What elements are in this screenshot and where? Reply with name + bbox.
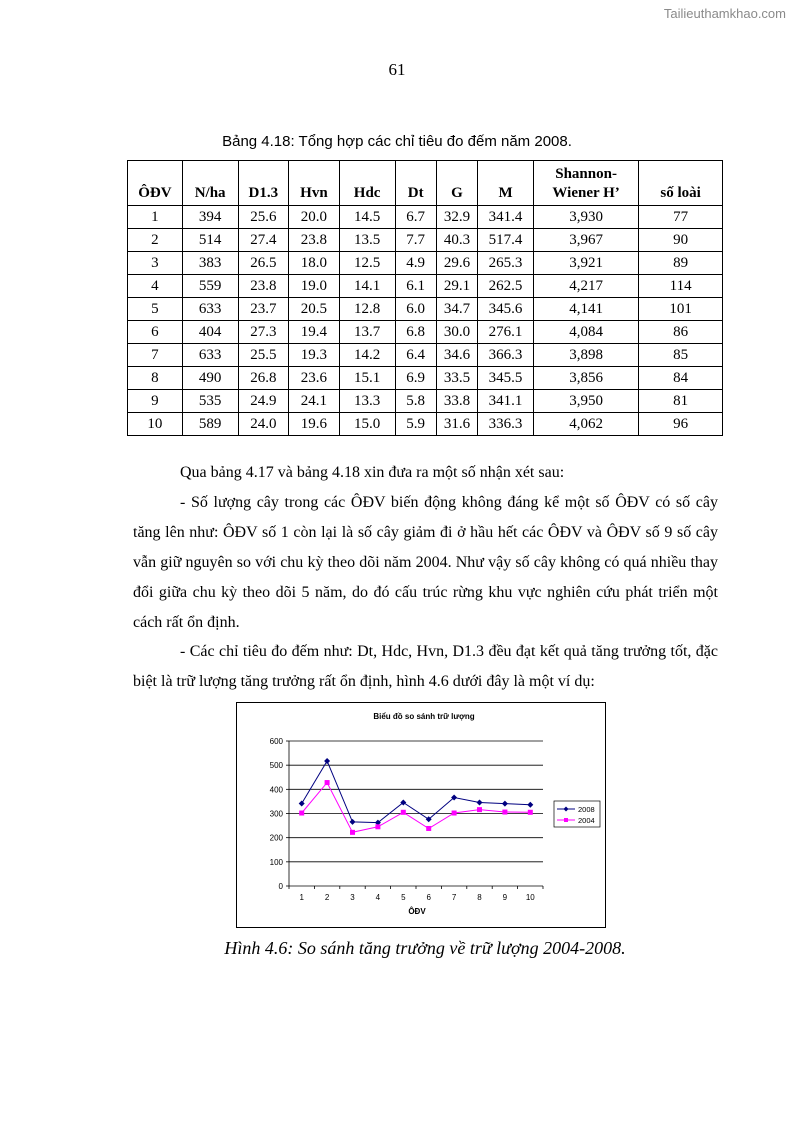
table-cell: 589 bbox=[182, 413, 238, 436]
shannon-line-1: Shannon- bbox=[555, 166, 617, 182]
watermark: Tailieuthamkhao.com bbox=[663, 6, 786, 21]
paragraph-indicators: - Các chỉ tiêu đo đếm như: Dt, Hdc, Hvn, D1.3 đều đạt kết quả tăng trưởng tốt, đặc biệt là trữ lượng tăng trưởng rất ổn định, hình 4.6 dưới đây là một ví dụ: bbox=[133, 643, 718, 690]
col-header-nha: N/ha bbox=[182, 161, 238, 206]
col-header-shannon bbox=[533, 161, 638, 206]
table-cell: 81 bbox=[639, 390, 723, 413]
table-cell: 18.0 bbox=[289, 252, 340, 275]
table-cell: 34.6 bbox=[436, 344, 477, 367]
data-point-2004 bbox=[528, 810, 533, 815]
table-cell: 40.3 bbox=[436, 229, 477, 252]
data-point-2008 bbox=[299, 800, 305, 806]
data-point-2004 bbox=[375, 824, 380, 829]
table-cell: 535 bbox=[182, 390, 238, 413]
data-point-2004 bbox=[325, 780, 330, 785]
table-cell: 3,950 bbox=[533, 390, 638, 413]
table-cell: 3 bbox=[128, 252, 183, 275]
data-point-2008 bbox=[324, 758, 330, 764]
table-cell: 345.6 bbox=[478, 298, 534, 321]
x-tick-label: 6 bbox=[426, 893, 431, 902]
table-cell: 84 bbox=[639, 367, 723, 390]
table-cell: 3,898 bbox=[533, 344, 638, 367]
col-header-d13: D1.3 bbox=[238, 161, 289, 206]
table-cell: 490 bbox=[182, 367, 238, 390]
table-cell: 10 bbox=[128, 413, 183, 436]
table-cell: 24.1 bbox=[289, 390, 340, 413]
paragraph-tree-count: - Số lượng cây trong các ÔĐV biến động không đáng kể một số ÔĐV có số cây tăng lên như: ÔĐV số 1 còn lại là số cây giảm đi ở hầu hết các ÔĐV và ÔĐV số 9 số cây vẫn giữ nguyên so với chu kỳ theo dõi năm 2004. Như vậy số cây không có quá nhiều thay đổi giữa chu kỳ theo dõi 5 năm, do đó cấu trúc rừng khu vực nghiên cứu phát triển một cách rất ổn định. bbox=[133, 494, 718, 631]
table-header-row bbox=[128, 161, 723, 206]
table-cell: 4 bbox=[128, 275, 183, 298]
legend-marker-2004 bbox=[564, 818, 568, 822]
table-cell: 15.1 bbox=[339, 367, 395, 390]
chart-title: Biểu đồ so sánh trữ lượng bbox=[373, 712, 475, 721]
table-cell: 6.1 bbox=[395, 275, 436, 298]
y-tick-label: 600 bbox=[269, 737, 283, 746]
table-cell: 4,084 bbox=[533, 321, 638, 344]
table-row bbox=[128, 344, 723, 367]
table-cell: 6.9 bbox=[395, 367, 436, 390]
table-row bbox=[128, 275, 723, 298]
x-axis-label: ÔĐV bbox=[408, 907, 426, 916]
table-row bbox=[128, 367, 723, 390]
table-cell: 27.3 bbox=[238, 321, 289, 344]
table-cell: 26.5 bbox=[238, 252, 289, 275]
table-body bbox=[128, 206, 723, 436]
table-cell: 4.9 bbox=[395, 252, 436, 275]
table-cell: 262.5 bbox=[478, 275, 534, 298]
table-cell: 3,967 bbox=[533, 229, 638, 252]
table-cell: 29.6 bbox=[436, 252, 477, 275]
x-tick-label: 1 bbox=[299, 893, 304, 902]
table-cell: 6 bbox=[128, 321, 183, 344]
data-point-2008 bbox=[350, 819, 356, 825]
col-header-hvn: Hvn bbox=[289, 161, 340, 206]
x-tick-label: 8 bbox=[477, 893, 482, 902]
x-tick-label: 3 bbox=[350, 893, 355, 902]
table-row bbox=[128, 206, 723, 229]
table-cell: 13.7 bbox=[339, 321, 395, 344]
table-cell: 24.0 bbox=[238, 413, 289, 436]
table-row bbox=[128, 390, 723, 413]
data-point-2004 bbox=[426, 826, 431, 831]
table-cell: 12.5 bbox=[339, 252, 395, 275]
table-cell: 383 bbox=[182, 252, 238, 275]
table-cell: 633 bbox=[182, 344, 238, 367]
data-point-2004 bbox=[502, 810, 507, 815]
data-point-2004 bbox=[299, 811, 304, 816]
table-cell: 23.8 bbox=[238, 275, 289, 298]
table-cell: 1 bbox=[128, 206, 183, 229]
data-point-2004 bbox=[350, 830, 355, 835]
table-cell: 24.9 bbox=[238, 390, 289, 413]
table-cell: 25.5 bbox=[238, 344, 289, 367]
table-cell: 90 bbox=[639, 229, 723, 252]
table-cell: 31.6 bbox=[436, 413, 477, 436]
table-cell: 19.4 bbox=[289, 321, 340, 344]
table-cell: 341.1 bbox=[478, 390, 534, 413]
table-cell: 341.4 bbox=[478, 206, 534, 229]
data-point-2004 bbox=[401, 810, 406, 815]
col-header-so-loai: số loài bbox=[639, 161, 723, 206]
data-point-2004 bbox=[477, 807, 482, 812]
volume-comparison-chart bbox=[237, 703, 605, 927]
table-cell: 89 bbox=[639, 252, 723, 275]
table-cell: 33.5 bbox=[436, 367, 477, 390]
table-cell: 404 bbox=[182, 321, 238, 344]
table-cell: 265.3 bbox=[478, 252, 534, 275]
table-cell: 30.0 bbox=[436, 321, 477, 344]
table-cell: 85 bbox=[639, 344, 723, 367]
table-cell: 3,856 bbox=[533, 367, 638, 390]
table-cell: 13.3 bbox=[339, 390, 395, 413]
table-cell: 86 bbox=[639, 321, 723, 344]
y-tick-label: 300 bbox=[269, 809, 283, 819]
table-cell: 27.4 bbox=[238, 229, 289, 252]
col-header-g: G bbox=[436, 161, 477, 206]
col-header-m: M bbox=[478, 161, 534, 206]
table-cell: 366.3 bbox=[478, 344, 534, 367]
paragraph-intro: Qua bảng 4.17 và bảng 4.18 xin đưa ra một số nhận xét sau: bbox=[180, 464, 565, 481]
table-cell: 23.8 bbox=[289, 229, 340, 252]
table-cell: 12.8 bbox=[339, 298, 395, 321]
table-cell: 5.8 bbox=[395, 390, 436, 413]
table-cell: 114 bbox=[639, 275, 723, 298]
table-cell: 514 bbox=[182, 229, 238, 252]
series-line-2004 bbox=[302, 783, 531, 833]
table-cell: 23.7 bbox=[238, 298, 289, 321]
table-cell: 26.8 bbox=[238, 367, 289, 390]
table-cell: 9 bbox=[128, 390, 183, 413]
chart-frame bbox=[236, 702, 606, 928]
y-tick-label: 400 bbox=[269, 785, 283, 795]
x-tick-label: 5 bbox=[401, 893, 406, 902]
x-tick-label: 2 bbox=[324, 893, 330, 902]
table-cell: 5.9 bbox=[395, 413, 436, 436]
data-point-2008 bbox=[477, 800, 483, 806]
x-tick-label: 10 bbox=[525, 893, 535, 902]
table-cell: 4,141 bbox=[533, 298, 638, 321]
table-cell: 394 bbox=[182, 206, 238, 229]
y-tick-label: 0 bbox=[278, 882, 283, 891]
table-cell: 20.5 bbox=[289, 298, 340, 321]
table-cell: 23.6 bbox=[289, 367, 340, 390]
table-row bbox=[128, 321, 723, 344]
table-caption: Bảng 4.18: Tổng hợp các chỉ tiêu đo đếm năm 2008. bbox=[222, 133, 572, 150]
table-cell: 633 bbox=[182, 298, 238, 321]
table-cell: 6.4 bbox=[395, 344, 436, 367]
table-cell: 6.7 bbox=[395, 206, 436, 229]
table-cell: 19.0 bbox=[289, 275, 340, 298]
table-row bbox=[128, 229, 723, 252]
table-cell: 14.2 bbox=[339, 344, 395, 367]
table-cell: 3,930 bbox=[533, 206, 638, 229]
table-cell: 15.0 bbox=[339, 413, 395, 436]
table-cell: 4,062 bbox=[533, 413, 638, 436]
y-tick-label: 100 bbox=[269, 857, 283, 867]
table-row bbox=[128, 413, 723, 436]
table-cell: 19.6 bbox=[289, 413, 340, 436]
table-cell: 19.3 bbox=[289, 344, 340, 367]
table-cell: 6.8 bbox=[395, 321, 436, 344]
y-tick-label: 200 bbox=[269, 833, 283, 843]
table-cell: 5 bbox=[128, 298, 183, 321]
table-cell: 336.3 bbox=[478, 413, 534, 436]
table-cell: 2 bbox=[128, 229, 183, 252]
x-tick-label: 9 bbox=[502, 893, 508, 902]
table-cell: 276.1 bbox=[478, 321, 534, 344]
table-cell: 32.9 bbox=[436, 206, 477, 229]
table-cell: 34.7 bbox=[436, 298, 477, 321]
table-cell: 25.6 bbox=[238, 206, 289, 229]
table-cell: 7 bbox=[128, 344, 183, 367]
x-tick-label: 7 bbox=[451, 893, 457, 902]
table-cell: 96 bbox=[639, 413, 723, 436]
table-cell: 517.4 bbox=[478, 229, 534, 252]
table-cell: 29.1 bbox=[436, 275, 477, 298]
table-cell: 14.5 bbox=[339, 206, 395, 229]
data-point-2008 bbox=[502, 801, 508, 807]
table-cell: 20.0 bbox=[289, 206, 340, 229]
table-cell: 345.5 bbox=[478, 367, 534, 390]
table-cell: 14.1 bbox=[339, 275, 395, 298]
figure-caption: Hình 4.6: So sánh tăng trưởng về trữ lượng 2004-2008. bbox=[224, 938, 626, 958]
shannon-line-2: Wiener H’ bbox=[552, 185, 620, 201]
page-number: 61 bbox=[388, 60, 406, 79]
table-cell: 6.0 bbox=[395, 298, 436, 321]
x-tick-label: 4 bbox=[375, 893, 381, 902]
table-row bbox=[128, 298, 723, 321]
data-point-2008 bbox=[527, 802, 533, 808]
table-cell: 13.5 bbox=[339, 229, 395, 252]
table-cell: 77 bbox=[639, 206, 723, 229]
table-cell: 8 bbox=[128, 367, 183, 390]
table-cell: 33.8 bbox=[436, 390, 477, 413]
table-row bbox=[128, 252, 723, 275]
data-table bbox=[127, 160, 723, 436]
col-header-odv: ÔĐV bbox=[128, 161, 183, 206]
table-cell: 559 bbox=[182, 275, 238, 298]
table-cell: 101 bbox=[639, 298, 723, 321]
data-point-2004 bbox=[452, 811, 457, 816]
legend-label-2004: 2004 bbox=[578, 816, 595, 825]
col-header-hdc: Hdc bbox=[339, 161, 395, 206]
y-tick-label: 500 bbox=[269, 761, 283, 771]
col-header-dt: Dt bbox=[395, 161, 436, 206]
legend-label-2008: 2008 bbox=[578, 805, 595, 814]
table-cell: 3,921 bbox=[533, 252, 638, 275]
table-cell: 4,217 bbox=[533, 275, 638, 298]
table-cell: 7.7 bbox=[395, 229, 436, 252]
